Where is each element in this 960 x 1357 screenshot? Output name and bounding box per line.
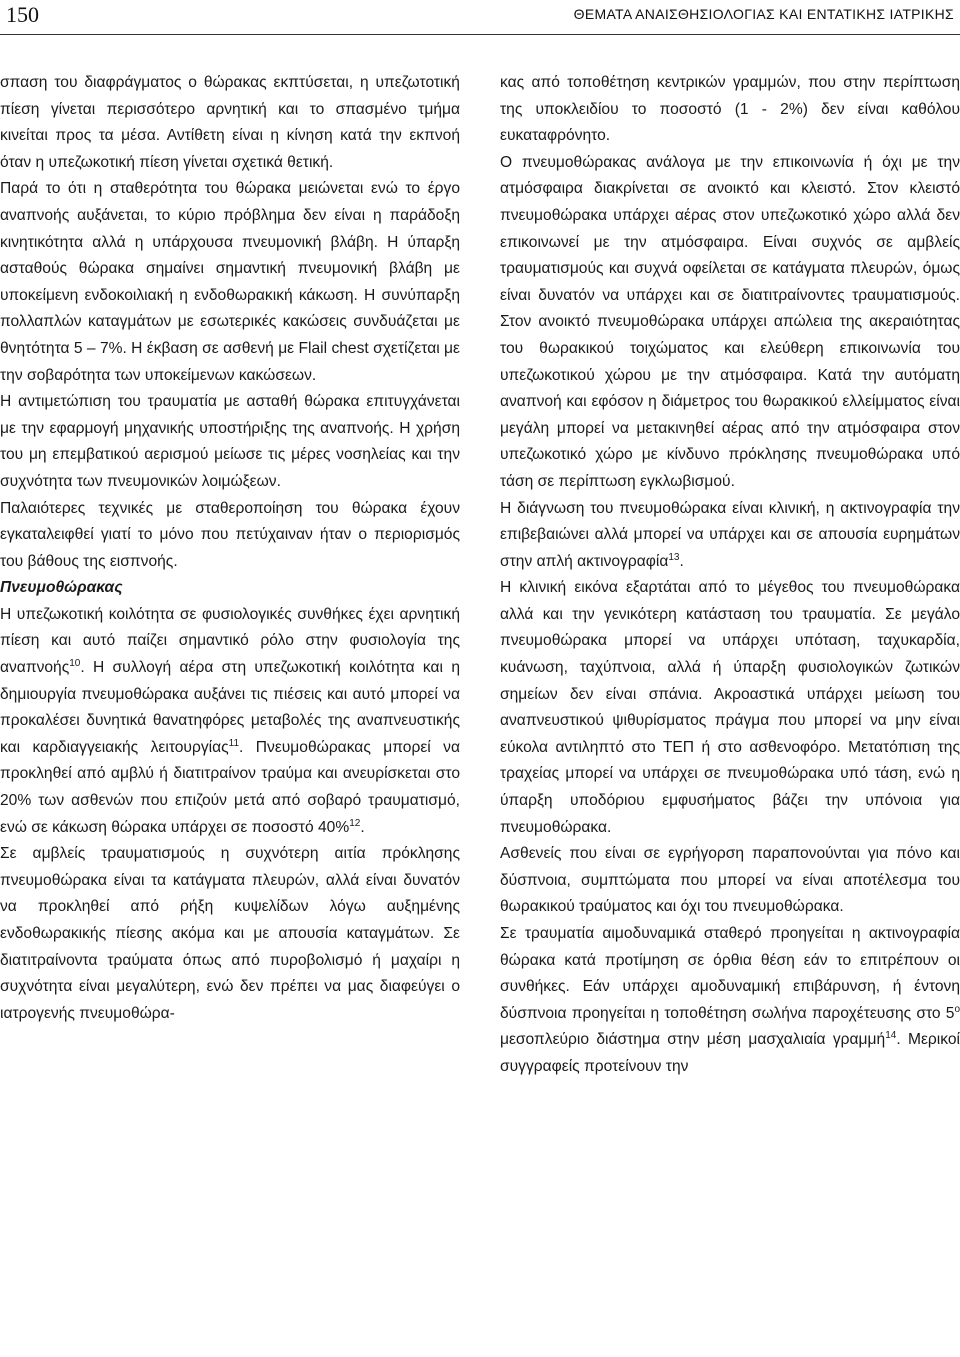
- reference-marker: 13: [668, 551, 680, 563]
- text-run: . Η συλλογή αέρα στη υπεζωκοτική κοιλότητα και η δημιουργία πνευμοθώρακα αυξάνει τις πιέσεις και αυτό μπορεί να προκαλέσει δυνητικά θανατηφόρες μεταβολές της αναπνευστικής και καρδιαγγειακής λειτουργίας: [0, 659, 460, 756]
- paragraph: Ο πνευμοθώρακας ανάλογα με την επικοινωνία ή όχι με την ατμόσφαιρα διακρίνεται σε ανοικτό και κλειστό. Στον κλειστό πνευμοθώρακα υπάρχει αέρας στον υπεζωκοτικό χώρο αλλά δεν επικοινωνεί με την ατμόσφαιρα. Είναι συχνός σε αμβλείς τραυματισμούς και συχνά οφείλεται σε κατάγματα πλευρών, όμως είναι δυνατόν να υπάρχει και σε διατιτραίνοντες τραυματισμούς. Στον ανοικτό πνευμοθώρακα υπάρχει απώλεια της ακεραιότητας του θωρακικού τοιχώματος και ελεύθερη επικοινωνία του υπεζωκοτικού χώρου με την ατμόσφαιρα. Κατά την αυτόματη αναπνοή και εφόσον η διάμετρος του θωρακικού ελλείμματος είναι μεγάλη μπορεί να μετακινηθεί αέρας από την ατμόσφαιρα στον υπεζωκοτικό χώρο με κίνδυνο πρόκλησης πνευμοθώρακα υπό τάση σε περίπτωση εγκλωβισμού.: [500, 153, 960, 490]
- section-heading: Πνευμοθώρακας: [0, 579, 123, 597]
- reference-marker: 10: [69, 657, 81, 669]
- text-run: .: [679, 552, 684, 570]
- right-column: [500, 70, 960, 1081]
- paragraph: σπαση του διαφράγματος ο θώρακας εκπτύσεται, η υπεζωτοτική πίεση γίνεται περισσότερο αρνητική και το σπασμένο τμήμα κινείται προς τα μέσα. Αντίθετη είναι η κίνηση κατά την εκπνοή όταν η υπεζωκοτική πίεση γίνεται σχετικά θετική.: [0, 74, 460, 171]
- paragraph: κας από τοποθέτηση κεντρικών γραμμών, που στην περίπτωση της υποκλειδίου το ποσοστό (1 - 2%) δεν είναι καθόλου ευκαταφρόνητο.: [500, 74, 960, 145]
- paragraph: Ασθενείς που είναι σε εγρήγορση παραπονούνται για πόνο και δύσπνοια, συμπτώματα που μπορεί να είναι αποτέλεσμα του θωρακικού τραύματος και όχι του πνευμοθώρακα.: [500, 845, 960, 916]
- paragraph: Σε αμβλείς τραυματισμούς η συχνότερη αιτία πρόκλησης πνευμοθώρακα είναι τα κατάγματα πλευρών, αλλά είναι δυνατόν να προκληθεί από ρήξη κυψελίδων λόγω αυξημένης ενδοθωρακικής πίεσης ακόμα και με απουσία καταγμάτων. Σε διατιτραίνοντα τραύματα όπως από πυροβολισμό ή μαχαίρι η συχνότητα είναι μεγαλύτερη, ενώ δεν πρέπει να μας διαφεύγει ο ιατρογενής πνευμοθώρα-: [0, 845, 460, 1022]
- reference-marker: 14: [885, 1030, 897, 1042]
- text-run: Σε τραυματία αιμοδυναμικά σταθερό προηγείται η ακτινογραφία θώρακα κατά προτίμηση σε όρθια θέση εάν το επιτρέπουν οι συνθήκες. Εάν υπάρχει αμοδυναμική επιβάρυνση, ή έντονη δύσπνοια προηγείται η τοποθέτηση σωλήνα παροχέτευσης στο 5: [500, 925, 960, 1022]
- paragraph: Η κλινική εικόνα εξαρτάται από το μέγεθος του πνευμοθώρακα αλλά και την γενικότερη κατάσταση του τραυματία. Σε μεγάλο πνευμοθώρακα μπορεί να υπάρχει υπόταση, ταχυκαρδία, κυάνωση, ταχύπνοια, αλλά ή ύπαρξη φυσιολογικών ζωτικών σημείων δεν είναι σπάνια. Ακροαστικά υπάρχει μείωση του αναπνευστικού ψιθυρίσματος πράγμα που μπορεί να μην είναι εύκολα αντιληπτό στο ΤΕΠ ή στο ασθενοφόρο. Μετατόπιση της τραχείας μπορεί να υπάρχει σε πνευμοθώρακα υπό τάση, ενώ η ύπαρξη υποδόριου εμφυσήματος βάζει την υπόνοια για πνευμοθώρακα.: [500, 579, 960, 836]
- left-column: [0, 70, 460, 1027]
- reference-marker: 11: [228, 737, 240, 749]
- text-run: .: [360, 818, 365, 836]
- paragraph: Παλαιότερες τεχνικές με σταθεροποίηση του θώρακα έχουν εγκαταλειφθεί γιατί το μόνο που πετύχαιναν ήταν ο περιορισμός του βάθους της εισπνοής.: [0, 499, 460, 570]
- text-run: Η διάγνωση του πνευμοθώρακα είναι κλινική, η ακτινογραφία την επιβεβαιώνει αλλά μπορεί να υπάρχει και σε απουσία ευρημάτων στην απλή ακτινογραφία: [500, 499, 960, 570]
- page-header: [0, 0, 960, 35]
- paragraph: Παρά το ότι η σταθερότητα του θώρακα μειώνεται ενώ το έργο αναπνοής αυξάνεται, το κύριο πρόβλημα δεν είναι η παράδοξη κινητικότητα αλλά η υπάρχουσα πνευμονική βλάβη. Η ύπαρξη ασταθούς θώρακα σημαίνει σημαντική πνευμονική βλάβη με υποκείμενη ενδοκοιλιακή η ενδοθωρακική κάκωση. Η συνύπαρξη πολλαπλών καταγμάτων με εσωτερικές κακώσεις συνδυάζεται με θνητότητα 5 – 7%. Η έκβαση σε ασθενή με Flail chest σχετίζεται με την σοβαρότητα των υποκείμενων κακώσεων.: [0, 180, 460, 384]
- paragraph: [500, 921, 960, 1081]
- text-run: Η υπεζωκοτική κοιλότητα σε φυσιολογικές συνθήκες έχει αρνητική πίεση και αυτό παίζει σημαντικό ρόλο στην φυσιολογία της αναπνοής: [0, 605, 460, 677]
- reference-marker: 12: [349, 817, 361, 829]
- page-number: 150: [6, 2, 39, 27]
- text-run: . Πνευμοθώρακας μπορεί να προκληθεί από αμβλύ ή διατιτραίνον τραύμα και ανευρίσκεται στο 20% των ασθενών που επιζούν μετά από σοβαρό τραυματισμό, ενώ σε κάκωση θώρακα υπάρχει σε ποσοστό 40%: [0, 738, 460, 836]
- running-title: ΘΕΜΑΤΑ ΑΝΑΙΣΘΗΣΙΟΛΟΓΙΑΣ ΚΑΙ ΕΝΤΑΤΙΚΗΣ ΙΑΤΡΙΚΗΣ: [573, 6, 954, 22]
- text-run: μεσοπλεύριο διάστημα στην μέση μασχαλιαία γραμμή: [500, 1031, 886, 1049]
- paragraph: [500, 496, 960, 576]
- text-run: . Μερικοί συγγραφείς προτείνουν την: [500, 1031, 960, 1075]
- paragraph: Η αντιμετώπιση του τραυματία με ασταθή θώρακα επιτυγχάνεται με την εφαρμογή μηχανικής υποστήριξης της αναπνοής. Η χρήση του μη επεμβατικού αερισμού μείωσε τις μέρες νοσηλείας και την συχνότητα των πνευμονικών λοιμώξεων.: [0, 393, 460, 490]
- ordinal-suffix: ο: [954, 1003, 960, 1015]
- paragraph: [0, 602, 460, 841]
